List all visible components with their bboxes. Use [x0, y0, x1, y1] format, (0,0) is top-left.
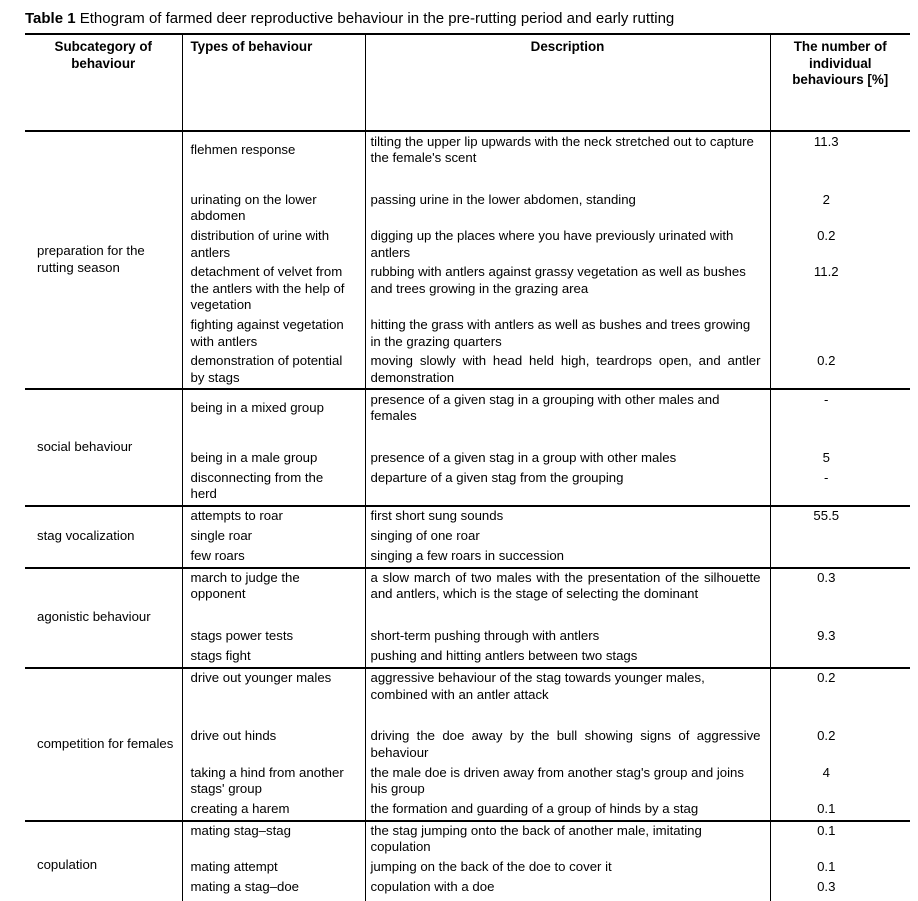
section-competition-for-females [25, 668, 910, 821]
col-header-number: The number of individual behaviours [%] [770, 35, 910, 131]
value-cell: 0.1 [770, 858, 910, 878]
behaviour-type-cell: drive out hinds [182, 727, 365, 763]
value-cell: 2 [770, 190, 910, 226]
behaviour-type-cell: being in a mixed group [182, 389, 365, 448]
subcategory-cell: social behaviour [37, 439, 133, 455]
value-cell [770, 647, 910, 668]
value-cell: - [770, 389, 910, 448]
description-cell: copulation with a doe [365, 878, 770, 901]
behaviour-type-cell: taking a hind from another stags' group [182, 763, 365, 799]
value-cell [770, 547, 910, 568]
behaviour-type-cell: detachment of velvet from the antlers with the help of vegetation [182, 263, 365, 316]
description-cell: moving slowly with head held high, teardrops open, and antler demonstration [365, 352, 770, 389]
behaviour-type-cell: attempts to roar [182, 506, 365, 527]
table-row [25, 821, 910, 858]
document-page [25, 10, 910, 901]
behaviour-type-cell: demonstration of potential by stags [182, 352, 365, 389]
description-cell: aggressive behaviour of the stag towards younger males, combined with an antler attack [365, 668, 770, 727]
subcategory-cell: competition for females [37, 735, 174, 751]
description-cell: departure of a given stag from the grouping [365, 469, 770, 506]
section-social-behaviour [25, 389, 910, 506]
table-row [25, 506, 910, 527]
subcategory-cell: agonistic behaviour [37, 609, 151, 625]
behaviour-type-cell: single roar [182, 527, 365, 547]
table-caption-text: Ethogram of farmed deer reproductive behaviour in the pre-rutting period and early rutting [79, 10, 675, 27]
col-header-types: Types of behaviour [182, 35, 365, 131]
col-header-subcategory: Subcategory of behaviour [54, 39, 152, 71]
value-cell: 0.3 [770, 878, 910, 901]
value-cell [770, 527, 910, 547]
subcategory-cell: preparation for the rutting season [37, 243, 145, 275]
value-cell: 0.3 [770, 568, 910, 627]
behaviour-type-cell: mating a stag–doe [182, 878, 365, 901]
behaviour-type-cell: distribution of urine with antlers [182, 227, 365, 263]
value-cell: 0.2 [770, 227, 910, 263]
section-copulation [25, 821, 910, 901]
description-cell: presence of a given stag in a grouping with other males and females [365, 389, 770, 448]
table-caption-label: Table 1 [25, 10, 76, 27]
value-cell: 9.3 [770, 627, 910, 647]
description-cell: the formation and guarding of a group of hinds by a stag [365, 800, 770, 821]
behaviour-type-cell: mating attempt [182, 858, 365, 878]
subcategory-cell: stag vocalization [37, 528, 135, 544]
value-cell: 0.2 [770, 727, 910, 763]
section-preparation-for-the-rutting-season [25, 131, 910, 389]
description-cell: the male doe is driven away from another stag's group and joins his group [365, 763, 770, 799]
behaviour-type-cell: drive out younger males [182, 668, 365, 727]
table-row [25, 668, 910, 727]
behaviour-type-cell: being in a male group [182, 449, 365, 469]
description-cell: hitting the grass with antlers as well as bushes and trees growing in the grazing quarters [365, 316, 770, 352]
description-cell: singing a few roars in succession [365, 547, 770, 568]
ethogram-table [25, 35, 910, 901]
value-cell: 0.1 [770, 800, 910, 821]
description-cell: first short sung sounds [365, 506, 770, 527]
value-cell: - [770, 469, 910, 506]
section-agonistic-behaviour [25, 568, 910, 668]
value-cell: 5 [770, 449, 910, 469]
header-row [25, 35, 910, 131]
table-row [25, 389, 910, 448]
behaviour-type-cell: mating stag–stag [182, 821, 365, 858]
description-cell: digging up the places where you have previously urinated with antlers [365, 227, 770, 263]
table-row [25, 131, 910, 190]
description-cell: rubbing with antlers against grassy vegetation as well as bushes and trees growing in the grazing area [365, 263, 770, 316]
value-cell: 11.3 [770, 131, 910, 190]
section-stag-vocalization [25, 506, 910, 568]
description-cell: presence of a given stag in a group with other males [365, 449, 770, 469]
description-cell: a slow march of two males with the presentation of the silhouette and antlers, which is the stage of selecting the dominant [365, 568, 770, 627]
description-cell: jumping on the back of the doe to cover it [365, 858, 770, 878]
behaviour-type-cell: creating a harem [182, 800, 365, 821]
description-cell: the stag jumping onto the back of another male, imitating copulation [365, 821, 770, 858]
table-caption [25, 10, 910, 35]
subcategory-cell: copulation [37, 857, 98, 873]
value-cell: 0.2 [770, 352, 910, 389]
value-cell [770, 316, 910, 352]
behaviour-type-cell: few roars [182, 547, 365, 568]
description-cell: singing of one roar [365, 527, 770, 547]
description-cell: driving the doe away by the bull showing signs of aggressive behaviour [365, 727, 770, 763]
behaviour-type-cell: disconnecting from the herd [182, 469, 365, 506]
behaviour-type-cell: urinating on the lower abdomen [182, 190, 365, 226]
table-row [25, 568, 910, 627]
value-cell: 4 [770, 763, 910, 799]
value-cell: 11.2 [770, 263, 910, 316]
behaviour-type-cell: march to judge the opponent [182, 568, 365, 627]
behaviour-type-cell: fighting against vegetation with antlers [182, 316, 365, 352]
col-header-description: Description [365, 35, 770, 131]
description-cell: tilting the upper lip upwards with the neck stretched out to capture the female's scent [365, 131, 770, 190]
description-cell: short-term pushing through with antlers [365, 627, 770, 647]
table-header [25, 35, 910, 131]
behaviour-type-cell: flehmen response [182, 131, 365, 190]
behaviour-type-cell: stags power tests [182, 627, 365, 647]
description-cell: passing urine in the lower abdomen, standing [365, 190, 770, 226]
value-cell: 0.1 [770, 821, 910, 858]
value-cell: 0.2 [770, 668, 910, 727]
description-cell: pushing and hitting antlers between two stags [365, 647, 770, 668]
value-cell: 55.5 [770, 506, 910, 527]
behaviour-type-cell: stags fight [182, 647, 365, 668]
